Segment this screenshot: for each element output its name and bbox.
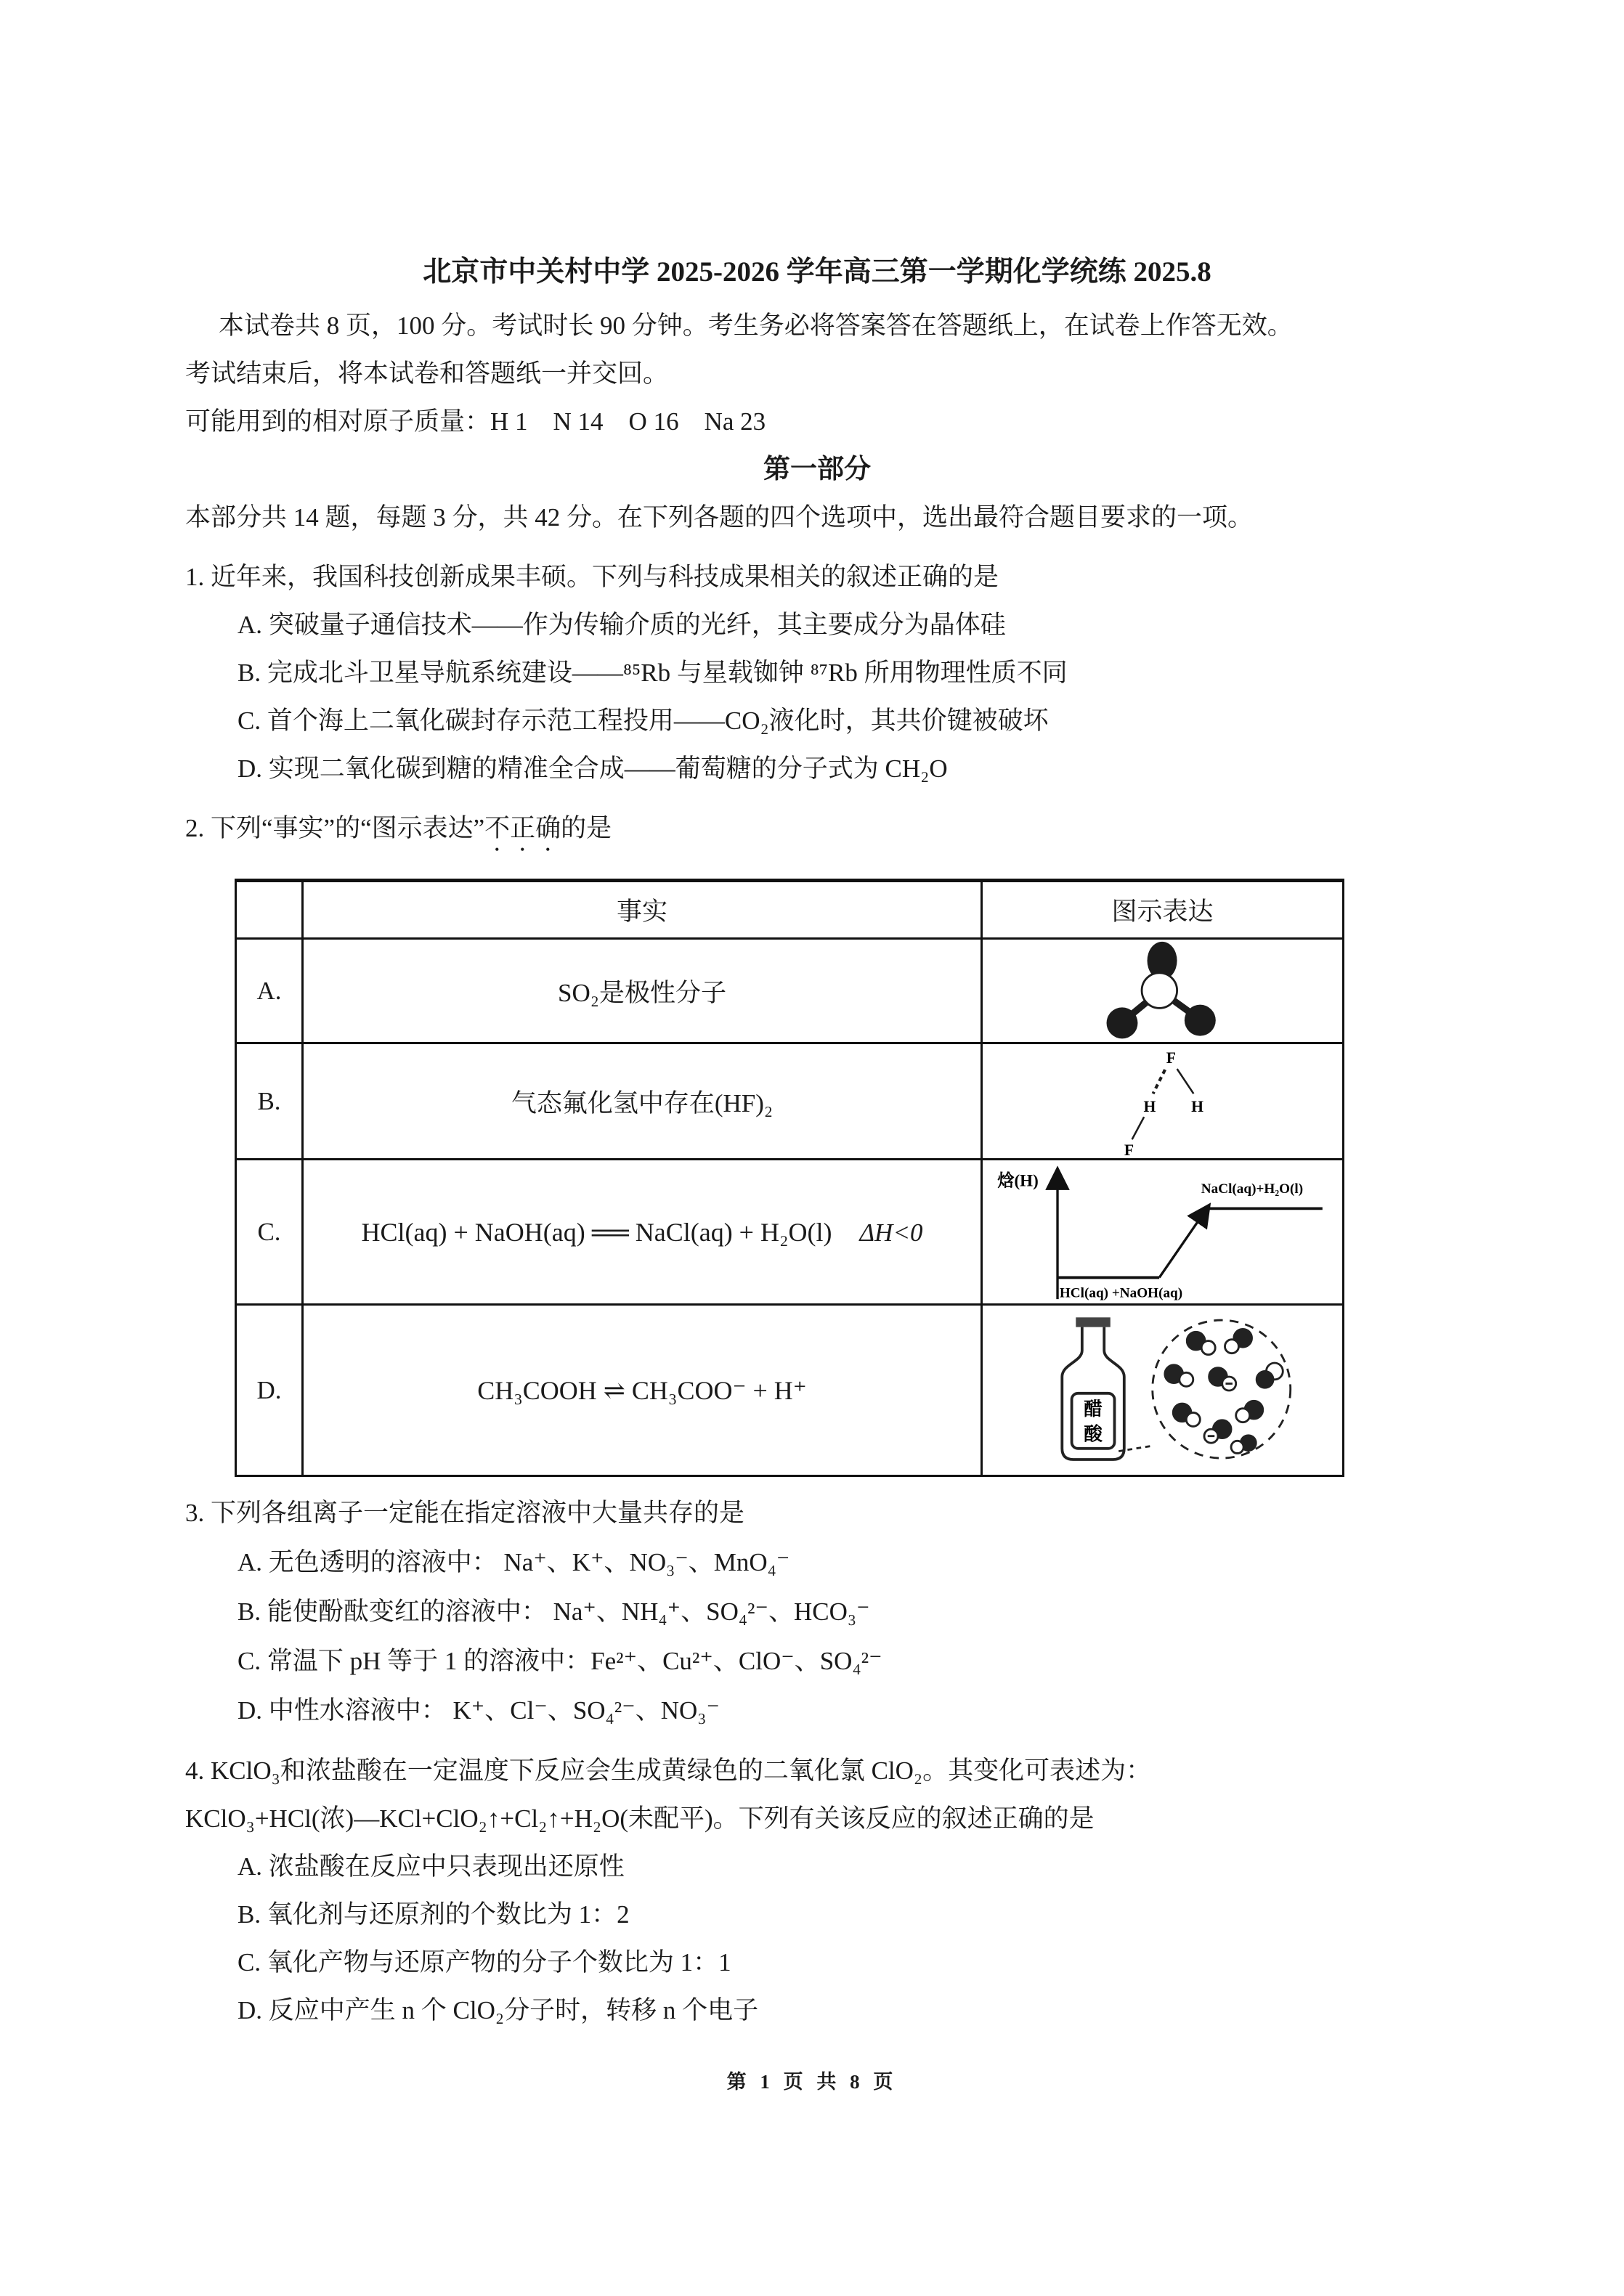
oxygen-atom [1184,1004,1215,1035]
page-number-footer: 第 1 页 共 8 页 [726,2071,898,2093]
reactant-label: HCl(aq) +NaOH(aq) [1059,1285,1183,1300]
so2-molecule-diagram [1090,940,1235,1042]
enthalpy-diagram [986,1163,1339,1302]
oxygen-atom [1106,1007,1137,1038]
question-4-option-b: B. 氧化剂与还原剂的个数比为 1：2 [237,1900,630,1929]
covalent-bond [1132,1117,1144,1139]
part-heading: 第一部分 [763,455,871,484]
question-3-option-b: B. 能使酚酞变红的溶液中： Na⁺、NH₄⁺、SO₄²⁻、HCO₃⁻ [237,1597,870,1626]
row-b-fact: 气态氟化氢中存在(HF)₂ [303,1043,982,1160]
bottle-label-char: 酸 [1083,1422,1103,1444]
question-1-option-b: B. 完成北斗卫星导航系统建设——⁸⁵Rb 与星载铷钟 ⁸⁷Rb 所用物理性质不同 [237,659,1068,687]
instruction-line: 本试卷共 8 页，100 分。考试时长 90 分钟。考生务必将答案答在答题纸上，在试卷上作答无效。 [219,312,1293,340]
hydrogen-bond [1153,1070,1165,1094]
page-content [185,254,1449,2035]
hydrogen-label: H [1142,1097,1156,1115]
question-1-option-d: D. 实现二氧化碳到糖的精准全合成——葡萄糖的分子式为 CH₂O [237,754,948,783]
row-b-label: B. [236,1043,303,1160]
question-3-option-d: D. 中性水溶液中： K⁺、Cl⁻、SO₄²⁻、NO₃⁻ [237,1696,720,1725]
page-title: 北京市中关村中学 2025-2026 学年高三第一学期化学统练 2025.8 [423,256,1211,288]
question-2-stem [185,805,1449,857]
question-3-stem: 3. 下列各组离子一定能在指定溶液中大量共存的是 [185,1499,745,1527]
question-3-option-a: A. 无色透明的溶液中： Na⁺、K⁺、NO₃⁻、MnO₄⁻ [237,1548,790,1576]
question-3-option-c: C. 常温下 pH 等于 1 的溶液中：Fe²⁺、Cu²⁺、ClO⁻、SO₄²⁻ [237,1647,882,1675]
row-d-diagram-cell [982,1305,1344,1476]
hf-dimer-diagram [1079,1045,1246,1157]
row-c-equation: HCl(aq) + NaOH(aq) ══ NaCl(aq) + H₂O(l) [361,1217,832,1247]
row-c-label: C. [236,1160,303,1305]
table-header-diagram: 图示表达 [982,881,1344,939]
row-b-diagram-cell [982,1043,1344,1160]
question-1-option-a: A. 突破量子通信技术——作为传输介质的光纤，其主要成分为晶体硅 [237,611,1006,639]
question-3 [185,1489,1449,1735]
row-d-label: D. [236,1305,303,1476]
question-4-option-a: A. 浓盐酸在反应中只表现出还原性 [237,1852,625,1881]
table-header-fact: 事实 [303,881,982,939]
fluorine-label: F [1166,1049,1176,1067]
part-description: 本部分共 14 题，每题 3 分，共 42 分。在下列各题的四个选项中，选出最符合题目要求的一项。 [185,503,1254,532]
row-d-equation: CH₃COOH ⇌ CH₃COO⁻ + H⁺ [477,1375,807,1405]
bottle-label-char: 醋 [1083,1398,1103,1420]
transition-arrow [1159,1213,1203,1277]
table-row-b [236,1043,1344,1160]
question-2 [185,805,1449,1477]
table-row-d [236,1305,1344,1476]
question-2-stem-emphasis: 不正确 [484,814,561,842]
acetic-acid-bottle-diagram [1003,1308,1323,1473]
enthalpy-axis-label: 焓(H) [997,1171,1039,1190]
atomic-masses-line: 可能用到的相对原子质量：H 1 N 14 O 16 Na 23 [185,407,766,436]
row-c-diagram-cell [982,1160,1344,1305]
question-4-option-c: C. 氧化产物与还原产物的分子个数比为 1：1 [237,1948,731,1977]
product-label: NaCl(aq)+H₂O(l) [1201,1181,1304,1197]
row-c-delta-h: ΔH<0 [859,1218,923,1247]
fluorine-label: F [1124,1141,1134,1157]
question-2-stem-post: 的是 [561,814,612,842]
hydrogen-label: H [1190,1097,1203,1115]
table-row-c [236,1160,1344,1305]
question-1 [185,553,1449,793]
row-c-fact [303,1160,982,1305]
question-2-stem-pre: 2. 下列“事实”的“图示表达” [185,814,485,842]
row-a-label: A. [236,939,303,1043]
row-a-diagram-cell [982,939,1344,1043]
covalent-bond [1177,1069,1193,1094]
row-d-fact [303,1305,982,1476]
question-2-table [235,879,1344,1477]
sulfur-atom [1142,972,1177,1008]
question-4-stem-line1: 4. KClO₃和浓盐酸在一定温度下反应会生成黄绿色的二氧化氯 ClO₂。其变化可表述为： [185,1756,1152,1785]
table-row-a [236,939,1344,1043]
acetic-acid-molecules [1164,1329,1282,1453]
instruction-line: 考试结束后，将本试卷和答题纸一并交回。 [185,359,669,388]
table-header-row [236,881,1344,939]
bottle-cap [1076,1317,1111,1327]
question-1-option-c: C. 首个海上二氧化碳封存示范工程投用——CO₂液化时，其共价键被破坏 [237,707,1049,735]
question-4-option-d: D. 反应中产生 n 个 ClO₂分子时，转移 n 个电子 [237,1996,759,2024]
exam-instructions [185,302,1449,446]
question-4-stem-line2: KClO₃+HCl(浓)—KCl+ClO₂↑+Cl₂↑+H₂O(未配平)。下列有关该反应的叙述正确的是 [185,1804,1095,1833]
table-header-empty [236,881,303,939]
question-4 [185,1747,1449,2035]
row-a-fact: SO₂是极性分子 [303,939,982,1043]
question-1-stem: 1. 近年来，我国科技创新成果丰硕。下列与科技成果相关的叙述正确的是 [185,563,999,591]
